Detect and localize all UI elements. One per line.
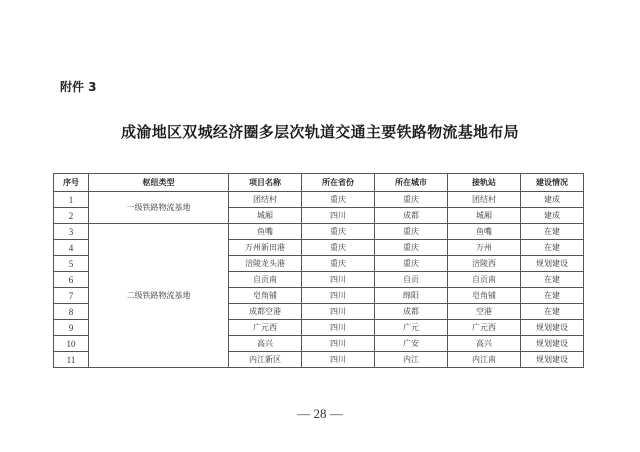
- cell-no: 11: [54, 352, 89, 368]
- cell-city: 绵阳: [375, 288, 448, 304]
- cell-no: 3: [54, 224, 89, 240]
- cell-province: 四川: [302, 352, 375, 368]
- header-status: 建设情况: [521, 174, 584, 192]
- cell-no: 1: [54, 192, 89, 208]
- cell-status: 在建: [521, 272, 584, 288]
- cell-project: 高兴: [229, 336, 302, 352]
- header-station: 接轨站: [448, 174, 521, 192]
- cell-station: 皂角铺: [448, 288, 521, 304]
- table-body: [54, 174, 584, 368]
- cell-city: 广元: [375, 320, 448, 336]
- cell-city: 成都: [375, 208, 448, 224]
- cell-no: 8: [54, 304, 89, 320]
- cell-station: 自贡南: [448, 272, 521, 288]
- header-hub-type: 枢纽类型: [89, 174, 229, 192]
- cell-city: 内江: [375, 352, 448, 368]
- cell-city: 重庆: [375, 192, 448, 208]
- cell-project: 鱼嘴: [229, 224, 302, 240]
- cell-status: 规划建设: [521, 256, 584, 272]
- cell-city: 重庆: [375, 224, 448, 240]
- cell-station: 鱼嘴: [448, 224, 521, 240]
- cell-project: 内江新区: [229, 352, 302, 368]
- cell-no: 5: [54, 256, 89, 272]
- cell-no: 10: [54, 336, 89, 352]
- cell-province: 重庆: [302, 224, 375, 240]
- cell-project: 团结村: [229, 192, 302, 208]
- cell-no: 9: [54, 320, 89, 336]
- cell-status: 规划建设: [521, 336, 584, 352]
- table-row: [54, 224, 584, 240]
- cell-province: 四川: [302, 320, 375, 336]
- cell-city: 重庆: [375, 240, 448, 256]
- cell-station: 广元西: [448, 320, 521, 336]
- header-province: 所在省份: [302, 174, 375, 192]
- cell-project: 皂角铺: [229, 288, 302, 304]
- cell-station: 城厢: [448, 208, 521, 224]
- cell-province: 重庆: [302, 192, 375, 208]
- cell-project: 万州新田港: [229, 240, 302, 256]
- page-number: — 28 —: [297, 406, 343, 421]
- cell-status: 规划建设: [521, 352, 584, 368]
- attachment-label: 附件 3: [60, 80, 97, 94]
- cell-station: 高兴: [448, 336, 521, 352]
- cell-no: 4: [54, 240, 89, 256]
- document-title: 成渝地区双城经济圈多层次轨道交通主要铁路物流基地布局: [121, 123, 519, 141]
- cell-hub-type: 二级铁路物流基地: [89, 224, 229, 368]
- cell-province: 四川: [302, 304, 375, 320]
- cell-city: 广安: [375, 336, 448, 352]
- cell-station: 内江南: [448, 352, 521, 368]
- cell-project: 城厢: [229, 208, 302, 224]
- cell-status: 在建: [521, 288, 584, 304]
- cell-status: 在建: [521, 224, 584, 240]
- table-row: [54, 192, 584, 208]
- cell-province: 四川: [302, 272, 375, 288]
- header-city: 所在城市: [375, 174, 448, 192]
- cell-no: 2: [54, 208, 89, 224]
- table-header-row: [54, 174, 584, 192]
- cell-province: 重庆: [302, 256, 375, 272]
- cell-province: 四川: [302, 336, 375, 352]
- cell-project: 广元西: [229, 320, 302, 336]
- cell-no: 7: [54, 288, 89, 304]
- cell-city: 成都: [375, 304, 448, 320]
- cell-project: 成都空港: [229, 304, 302, 320]
- cell-project: 自贡南: [229, 272, 302, 288]
- cell-status: 建成: [521, 192, 584, 208]
- header-no: 序号: [54, 174, 89, 192]
- cell-station: 涪陵西: [448, 256, 521, 272]
- railway-logistics-table: [53, 173, 584, 368]
- cell-province: 四川: [302, 208, 375, 224]
- cell-station: 团结村: [448, 192, 521, 208]
- cell-project: 涪陵龙头港: [229, 256, 302, 272]
- cell-hub-type: 一级铁路物流基地: [89, 192, 229, 224]
- cell-province: 重庆: [302, 240, 375, 256]
- cell-city: 重庆: [375, 256, 448, 272]
- cell-city: 自贡: [375, 272, 448, 288]
- header-project: 项目名称: [229, 174, 302, 192]
- cell-station: 万州: [448, 240, 521, 256]
- cell-status: 建成: [521, 208, 584, 224]
- cell-status: 在建: [521, 240, 584, 256]
- cell-status: 在建: [521, 304, 584, 320]
- cell-no: 6: [54, 272, 89, 288]
- cell-status: 规划建设: [521, 320, 584, 336]
- cell-station: 空港: [448, 304, 521, 320]
- cell-province: 四川: [302, 288, 375, 304]
